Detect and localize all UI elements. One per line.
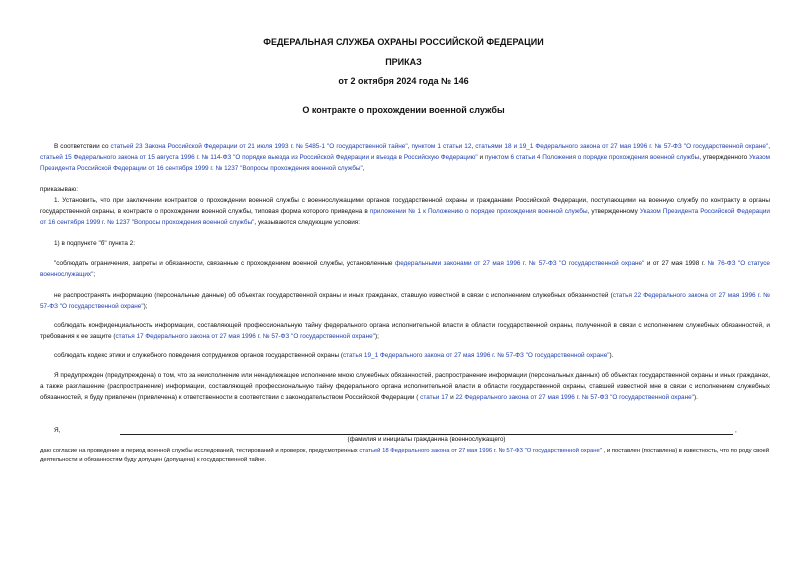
- link-article-17-warning[interactable]: статьи 17: [420, 394, 449, 401]
- law-link-state-secret[interactable]: статьей 23 Закона Российской Федерации от 21 июля 1993 г. № 5485-1 "О государственной тайне": [110, 143, 408, 150]
- signature-caption: (фамилия и инициалы гражданина (военнослужащего): [347, 436, 506, 443]
- subitem-1: 1) в подпункте "б" пункта 2:: [54, 240, 136, 247]
- consent-paragraph: даю согласие на проведение в период военной службы исследований, тестирований и проверок, предусмотренных статьей 18 Федерального закона от 27 мая 1996 г. № 57-ФЗ "О государственной охране" , и поставлен (поставлена) в известность, что по роду своей деятельности и обязанностям буду допущен (допущена) к государственной тайне.: [40, 448, 770, 463]
- signature-suffix: ,: [735, 427, 737, 434]
- link-article-15-114fz[interactable]: статьей 15 Федерального закона от 15 августа 1996 г. № 114-ФЗ "О порядке выезда из Российской Федерации и въезда в Российскую Федерацию": [40, 154, 478, 161]
- order-word: приказываю:: [40, 186, 78, 193]
- warning-paragraph: Я предупрежден (предупреждена) о том, что за неисполнение или ненадлежащее исполнение мною служебных обязанностей, распространение информации (персональных данных) об объектах государственной охраны и иных гражданах, а также разглашение (распространение) информации, составляющей профессиональную тайну федерального органа исполнительной власти в области государственной охраны, ставшей известной мне в связи с исполнением служебных обязанностей, я буду привлечен (привлечена) к ответственности в соответствии с законодательством Российской Федерации ( статьи 17 и 22 Федерального закона от 27 мая 1996 г. № 57-ФЗ "О государственной охране").: [40, 372, 770, 401]
- item-1-paragraph: 1. Установить, что при заключении контрактов о прохождении военной службы с военнослужащими органов государственной охраны и гражданами Российской Федерации, поступающими на военную службу по контракту в органы государственной охраны, в контракте о прохождении военной службы, типовая форма которого приведена в приложении № 1 к Положению о порядке прохождения военной службы, утвержденному Указом Президента Российской Федерации от 16 сентября 1999 г. № 1237 "Вопросы прохождения военной службы", указываются следующие условия:: [40, 197, 770, 226]
- link-article-19-1[interactable]: статья 19_1 Федерального закона от 27 мая 1996 г. № 57-ФЗ "О государственной охране": [342, 352, 610, 359]
- link-article-22[interactable]: статья 22 Федерального закона от 27 мая 1996 г. № 57-ФЗ "О государственной охране": [40, 292, 770, 310]
- link-76fz[interactable]: № 76-ФЗ "О статусе военнослужащих": [40, 260, 770, 278]
- document-date-number: от 2 октября 2024 года № 146: [338, 76, 469, 86]
- link-appendix-1[interactable]: приложении № 1 к Положению о порядке прохождения военной службы: [369, 208, 588, 215]
- condition-confidentiality: соблюдать конфиденциальность информации, составляющей профессиональную тайну федерального органа исполнительной власти в области государственной охраны, полученной в связи с исполнением служебных обязанностей, и требования к ее защите (статья 17 Федерального закона от 27 мая 1996 г. № 57-ФЗ "О государственной охране");: [40, 322, 770, 340]
- link-decree-1237[interactable]: Указом Президента Российской Федерации от 16 сентября 1999 г. № 1237 "Вопросы прохождения военной службы": [40, 154, 771, 172]
- document-title: О контракте о прохождении военной службы: [302, 105, 505, 115]
- link-article-22-warning[interactable]: 22 Федерального закона от 27 мая 1996 г. № 57-ФЗ "О государственной охране": [455, 394, 694, 401]
- preamble-paragraph: В соответствии со статьей 23 Закона Российской Федерации от 21 июля 1993 г. № 5485-1 "О государственной тайне", пунктом 1 статьи 12, статьями 18 и 19_1 Федерального закона от 27 мая 1996 г. № 57-ФЗ "О государственной охране", статьей 15 Федерального закона от 15 августа 1996 г. № 114-ФЗ "О порядке выезда из Российской Федерации и въезда в Российскую Федерацию" и пунктом 6 статьи 4 Положения о порядке прохождения военной службы, утвержденного Указом Президента Российской Федерации от 16 сентября 1999 г. № 1237 "Вопросы прохождения военной службы",: [40, 143, 771, 172]
- link-article-18-consent[interactable]: статьей 18 Федерального закона от 27 мая 1996 г. № 57-ФЗ "О государственной охране": [359, 448, 602, 454]
- link-decree-1237-item1[interactable]: Указом Президента Российской Федерации от 16 сентября 1999 г. № 1237 "Вопросы прохождения военной службы": [40, 208, 770, 226]
- condition-ethics-code: соблюдать кодекс этики и служебного поведения сотрудников органов государственной охраны (статья 19_1 Федерального закона от 27 мая 1996 г. № 57-ФЗ "О государственной охране").: [54, 352, 614, 359]
- link-article-12[interactable]: пунктом 1 статьи 12: [411, 143, 472, 150]
- link-article-17[interactable]: статья 17 Федерального закона от 27 мая 1996 г. № 57-ФЗ "О государственной охране": [115, 333, 375, 340]
- link-articles-18-19-1[interactable]: статьями 18 и 19_1 Федерального закона от 27 мая 1996 г. № 57-ФЗ "О государственной охране": [475, 143, 769, 150]
- condition-restrictions: "соблюдать ограничения, запреты и обязанности, связанные с прохождением военной службы, установленные федеральными законами от 27 мая 1996 г. № 57-ФЗ "О государственной охране" и от 27 мая 1998 г. № 76-ФЗ "О статусе военнослужащих";: [40, 260, 770, 278]
- condition-personal-data: не распространять информацию (персональные данные) об объектах государственной охраны и иных гражданах, ставшую известной в связи с исполнением служебных обязанностей (статья 22 Федерального закона от 27 мая 1996 г. № 57-ФЗ "О государственной охране");: [40, 292, 770, 310]
- agency-heading: ФЕДЕРАЛЬНАЯ СЛУЖБА ОХРАНЫ РОССИЙСКОЙ ФЕДЕРАЦИИ: [263, 37, 544, 47]
- link-federal-laws[interactable]: федеральными законами от 27 мая 1996 г. № 57-ФЗ "О государственной охране": [394, 260, 645, 267]
- signature-prefix: Я,: [54, 427, 61, 434]
- link-point-6-article-4[interactable]: пунктом 6 статьи 4 Положения о порядке прохождения военной службы: [484, 154, 700, 161]
- document-type: ПРИКАЗ: [385, 57, 422, 67]
